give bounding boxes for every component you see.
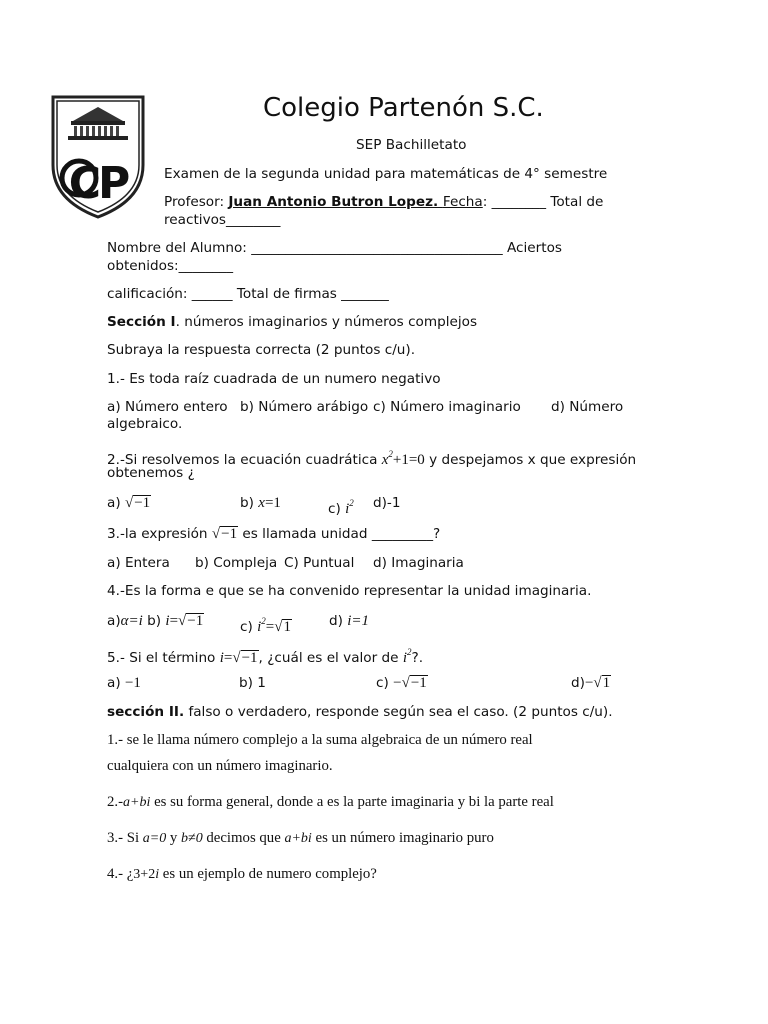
q1-option-d: d) Número [551, 399, 624, 415]
q1-options [107, 399, 228, 416]
s2-q4-expr-i: i [155, 867, 160, 882]
q5-d-label: d) [571, 675, 585, 691]
q5-var2: i [402, 650, 408, 666]
section1-heading [107, 314, 477, 331]
section1-instruction: Subraya la respuesta correcta (2 puntos c/u). [107, 342, 416, 358]
q5-d-value: 1 [602, 675, 611, 691]
q5-var: i [219, 650, 224, 666]
q5-option-b: b) 1 [239, 675, 266, 691]
q4-options-ab: a)α=i b) i=√−1 [107, 613, 204, 629]
s2-q3-expr1: a=0 [142, 831, 167, 846]
question-5: 5.- Si el término i=√−1, ¿cuál es el valor de $i^2$?. [107, 647, 424, 666]
q1-option-c: c) Número imaginario [373, 399, 521, 415]
s2-question-1: 1.- se le llama número complejo a la suma algebraica de un número real [107, 732, 533, 748]
date-label: Fecha [442, 194, 483, 210]
q5-option-a [107, 675, 141, 692]
page-title: Colegio Partenón S.C. [263, 93, 544, 123]
q5-value: −1 [241, 650, 258, 666]
q5-a-value: −1 [124, 675, 141, 691]
s2-q3-expr2: b≠0 [181, 831, 203, 846]
q5-c-minus: − [393, 675, 402, 691]
date-blank: : ________ Total de [482, 194, 604, 210]
q4-option-c: c) $i^2=√1$ [240, 616, 291, 635]
q3-option-a: a) Entera [107, 555, 170, 571]
q4-d-label: d) [329, 613, 348, 629]
q2-b-rest: =1 [264, 495, 281, 511]
q3-option-d: d) Imaginaria [373, 555, 464, 571]
s2-question-3 [107, 830, 494, 847]
q2-c-label: c) [328, 501, 346, 517]
q4-b-eq: = [169, 613, 179, 629]
q4-c-label: c) [240, 619, 258, 635]
q1-option-d-cont: algebraico. [107, 416, 183, 432]
q4-b-label: b) [142, 613, 166, 629]
q2-option-a: a) √−1 [107, 495, 151, 511]
q4-b-var: i [165, 613, 170, 629]
s2-q3-mid: decimos que [202, 830, 285, 846]
logo-initials: CP [68, 158, 128, 209]
q5-text-mid: , ¿cuál es el valor de [258, 650, 403, 666]
reactivos-line: reactivos________ [164, 212, 281, 228]
section1-title: Sección I [107, 314, 176, 330]
q2-b-label: b) [240, 495, 259, 511]
s2-q3-pre: 3.- Si [107, 830, 143, 846]
q4-d-expr: i=1 [347, 613, 370, 629]
q2-text-post: y despejamos x que expresión [424, 452, 637, 468]
q3-text: 3.-la expresión [107, 526, 212, 542]
grade-line: calificación: ______ Total de firmas _______ [107, 286, 389, 302]
teacher-label: Profesor: [164, 194, 229, 210]
q4-a-label: a) [107, 613, 121, 629]
q1-option-a: a) Número entero [107, 399, 228, 415]
exam-description: Examen de la segunda unidad para matemáticas de 4° semestre [164, 166, 608, 182]
s2-q2-pre: 2.- [107, 794, 124, 810]
q5-exp: 2 [407, 647, 412, 657]
q5-a-label: a) [107, 675, 125, 691]
question-4: 4.-Es la forma e que se ha convenido representar la unidad imaginaria. [107, 583, 592, 599]
s2-q4-expr-num: 3+2 [133, 867, 156, 882]
s2-q4-pre: 4.- ¿ [107, 866, 134, 882]
q2-c-exp: 2 [349, 498, 354, 508]
section2-title: sección II. [107, 704, 185, 720]
s2-q2-post: es su forma general, donde a es la parte imaginaria y bi la parte real [150, 794, 554, 810]
school-logo [51, 95, 145, 219]
q3-value: −1 [221, 526, 238, 542]
q2-a-label: a) [107, 495, 125, 511]
q4-option-d [329, 613, 369, 630]
question-3: 3.-la expresión √−1 es llamada unidad _________? [107, 526, 441, 542]
s2-question-4 [107, 866, 377, 883]
q2-option-c [328, 495, 354, 518]
section2-topic: falso o verdadero, responde según sea el caso. (2 puntos c/u). [184, 704, 613, 720]
s2-q3-expr3: a+bi [284, 831, 312, 846]
q1-option-b: b) Número arábigo [240, 399, 369, 415]
q4-c-exp: 2 [261, 616, 266, 626]
s2-q2-expr: a+bi [123, 795, 151, 810]
question-2-cont: obtenemos ¿ [107, 465, 195, 481]
question-1: 1.- Es toda raíz cuadrada de un numero negativo [107, 371, 441, 387]
student-name-line: Nombre del Alumno: _____________________________________ Aciertos [107, 240, 562, 256]
q5-option-c: c) −√−1 [376, 675, 427, 691]
q5-c-value: −1 [410, 675, 427, 691]
q4-b-value: −1 [187, 613, 204, 629]
q2-option-d: d)-1 [373, 495, 401, 511]
page-subtitle: SEP Bachilletato [356, 137, 467, 153]
s2-q3-post: es un número imaginario puro [311, 830, 494, 846]
q4-c-value: 1 [283, 619, 291, 635]
q5-eq: = [223, 650, 233, 666]
q2-eq-exp: 2 [388, 449, 393, 459]
q2-b-var: x [258, 495, 265, 511]
q2-eq-x: x [381, 452, 389, 468]
q4-a-expr: α=i [120, 613, 143, 629]
q5-d-minus: − [584, 675, 594, 691]
obtenidos-line: obtenidos:________ [107, 258, 234, 274]
teacher-name: Juan Antonio Butron Lopez. [228, 194, 443, 210]
q3-text-post: es llamada unidad _________? [238, 526, 441, 542]
teacher-line [164, 194, 603, 210]
q3-option-b: b) Compleja [195, 555, 278, 571]
s2-q4-post: es un ejemplo de numero complejo? [159, 866, 377, 882]
q5-text-end: ?. [411, 650, 424, 666]
q3-option-c: C) Puntual [284, 555, 355, 571]
s2-question-1-cont: cualquiera con un número imaginario. [107, 758, 333, 774]
s2-q3-and: y [166, 830, 182, 846]
s2-question-2 [107, 794, 554, 811]
q5-c-label: c) [376, 675, 394, 691]
q2-option-b [240, 495, 281, 512]
section1-topic: . números imaginarios y números complejos [175, 314, 478, 330]
q2-eq-rest: +1=0 [392, 452, 425, 468]
q2-text: 2.-Si resolvemos la ecuación cuadrática [107, 452, 382, 468]
q5-option-d: d)−√1 [571, 675, 611, 691]
section2-heading [107, 704, 613, 721]
q2-c-var: i [345, 501, 350, 517]
q4-c-var: i [257, 619, 262, 635]
q5-text: 5.- Si el término [107, 650, 220, 666]
q4-c-eq: = [265, 619, 275, 635]
q2-a-value: −1 [134, 495, 151, 511]
